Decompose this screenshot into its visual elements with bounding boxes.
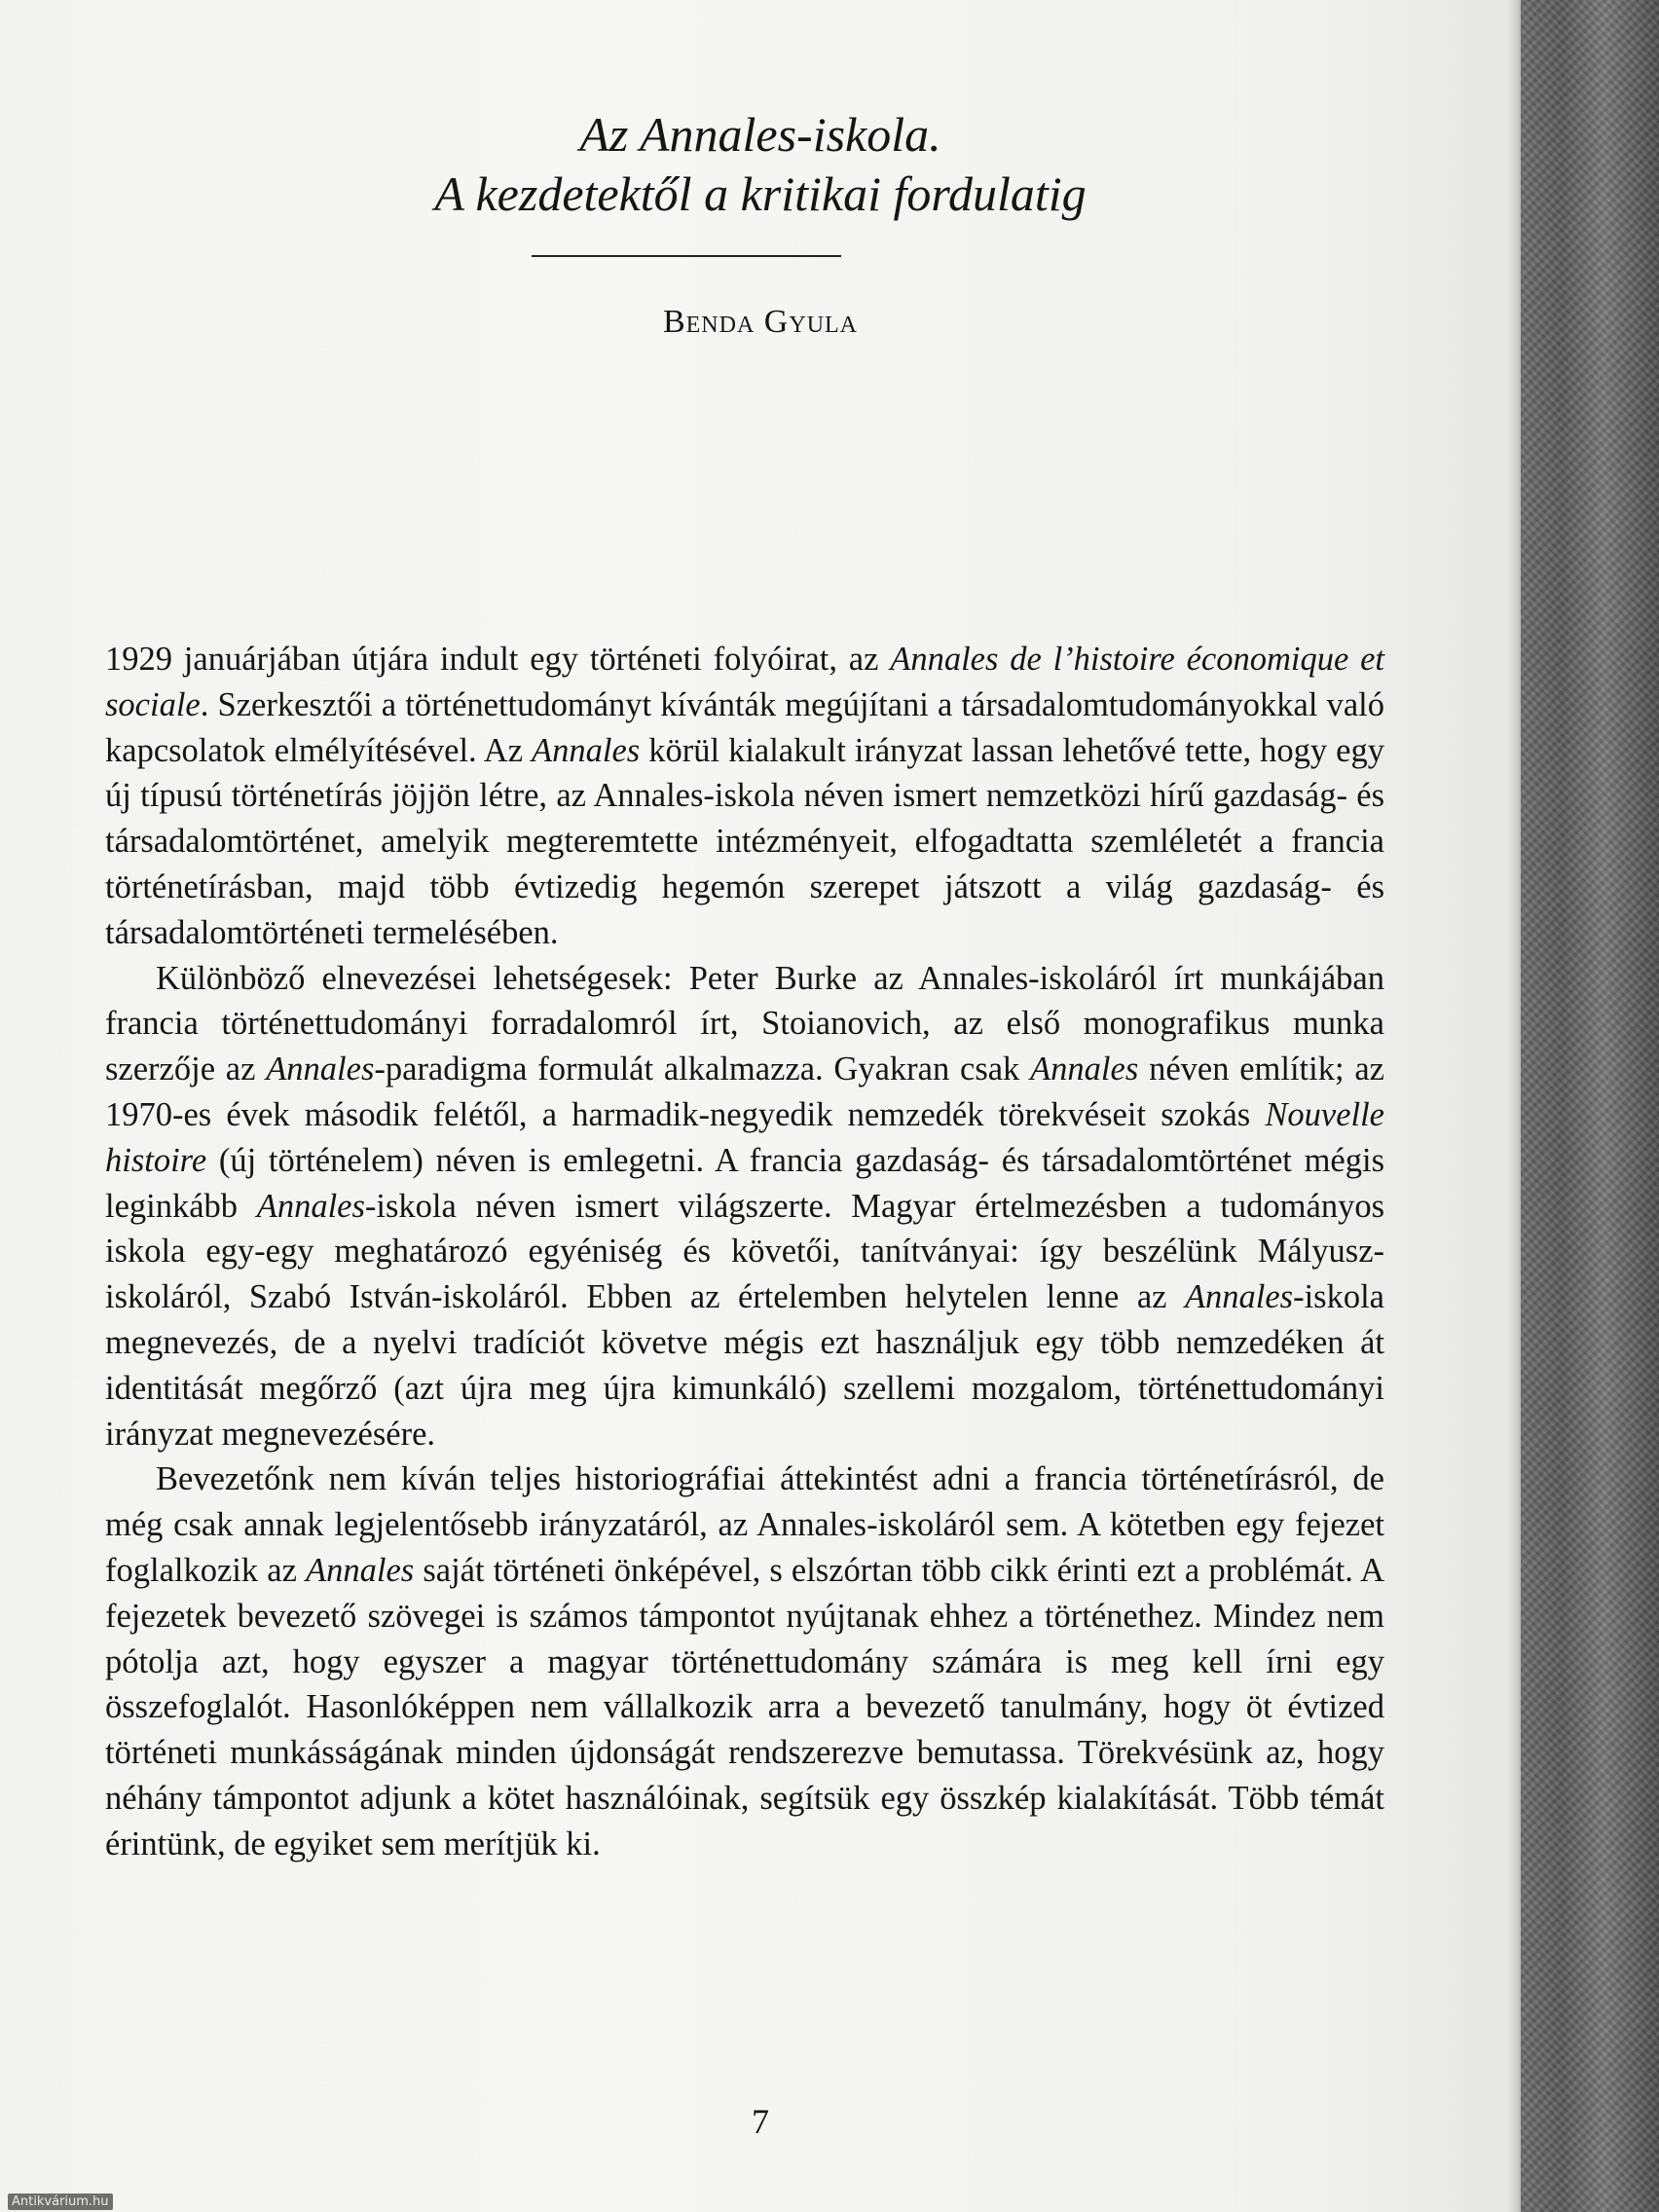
author-name: Benda Gyula bbox=[662, 304, 859, 340]
italic-title: Annales bbox=[1184, 1278, 1294, 1316]
italic-title: Annales de l’histoire économique et sociale bbox=[105, 641, 1385, 723]
text-run: . Szerkesztői a történettudományt kívánták megújítani a társadalomtudományokkal való kapcsolatok elmélyítésével. Az bbox=[105, 685, 1384, 769]
body-text bbox=[105, 637, 1384, 1867]
italic-title: Annales bbox=[306, 1551, 415, 1589]
paragraph bbox=[105, 956, 1384, 1457]
chapter-title-line-1: Az Annales-iskola. bbox=[579, 107, 941, 162]
paragraph bbox=[105, 1456, 1384, 1866]
text-run: néven említik; az 1970-es évek második felétől, a harmadik-negyedik nemzedék törekvéseit szokás bbox=[105, 1051, 1384, 1133]
italic-title: Nouvelle histoire bbox=[105, 1095, 1384, 1179]
page-number: 7 bbox=[752, 2102, 769, 2141]
text-run: Bevezetőnk nem kíván teljes historiográfiai áttekintést adni a francia történetírásról, de még csak annak legjelentősebb irányzatáról, az Annales-iskoláról sem. A kötetben egy fejezet foglalkozik az bbox=[105, 1460, 1384, 1589]
text-run: saját történeti önképével, s elszórtan több cikk érinti ezt a problémát. A fejezetek bevezető szövegei is számos támpontot nyújtanak ehhez a történethez. Mindez nem pótolja azt, hogy egyszer a magyar történettudomány számára is meg kell írni egy összefoglalót. Hasonlóképpen nem vállalkozik arra a bevezető tanulmány, hogy öt évtized történeti munkásságának minden újdonságát rendszerezve bemutassa. Törekvésünk az, hogy néhány támpontot adjunk a kötet használóinak, segítsük egy összkép kialakítását. Több témát érintünk, de egyiket sem merítjük ki. bbox=[105, 1551, 1384, 1862]
text-run: 1929 januárjában útjára indult egy történeti folyóirat, az bbox=[105, 641, 891, 678]
chapter-title-line-2: A kezdetektől a kritikai fordulatig bbox=[434, 166, 1087, 221]
text-run: (új történelem) néven is emlegetni. A francia gazdaság- és társadalomtörténet mégis leginkább bbox=[105, 1141, 1384, 1225]
text-run: -paradigma formulát alkalmazza. Gyakran csak bbox=[374, 1051, 1031, 1088]
text-run: -iskola megnevezés, de a nyelvi tradíciót követve mégis ezt használjuk egy több nemzedéken át identitását megőrző (azt újra meg újra kimunkáló) szellemi mozgalom, történettudományi irányzat megnevezésére. bbox=[105, 1278, 1384, 1453]
italic-title: Annales bbox=[266, 1051, 375, 1088]
italic-title: Annales bbox=[532, 731, 641, 769]
text-run: -iskola néven ismert világszerte. Magyar értelmezésben a tudományos iskola egy-egy meghatározó egyéniség és követői, tanítványai: így beszélünk Mályusz-iskoláról, Szabó István-iskoláról. Ebben az értelemben helytelen lenne az bbox=[105, 1187, 1384, 1316]
background-fabric bbox=[1521, 0, 1659, 2212]
chapter-title bbox=[0, 105, 1521, 224]
title-divider bbox=[532, 255, 841, 257]
watermark: Antikvárium.hu bbox=[8, 2194, 113, 2210]
text-run: körül kialakult irányzat lassan lehetővé tette, hogy egy új típusú történetírás jöjjön létre, az Annales-iskola néven ismert nemzetközi hírű gazdaság- és társadalomtörténet, amelyik megteremtette intézményeit, elfogadtatta szemléletét a francia történetírásban, majd több évtizedig hegemón szerepet játszott a világ gazdaság- és társadalomtörténeti termelésében. bbox=[105, 731, 1384, 951]
italic-title: Annales bbox=[256, 1187, 365, 1225]
paragraph bbox=[105, 637, 1384, 956]
text-run: Különböző elnevezései lehetségesek: Peter Burke az Annales-iskoláról írt munkájában francia történettudományi forradalomról írt, Stoianovich, az első monografikus munka szerzője az bbox=[105, 959, 1384, 1088]
italic-title: Annales bbox=[1030, 1051, 1139, 1088]
